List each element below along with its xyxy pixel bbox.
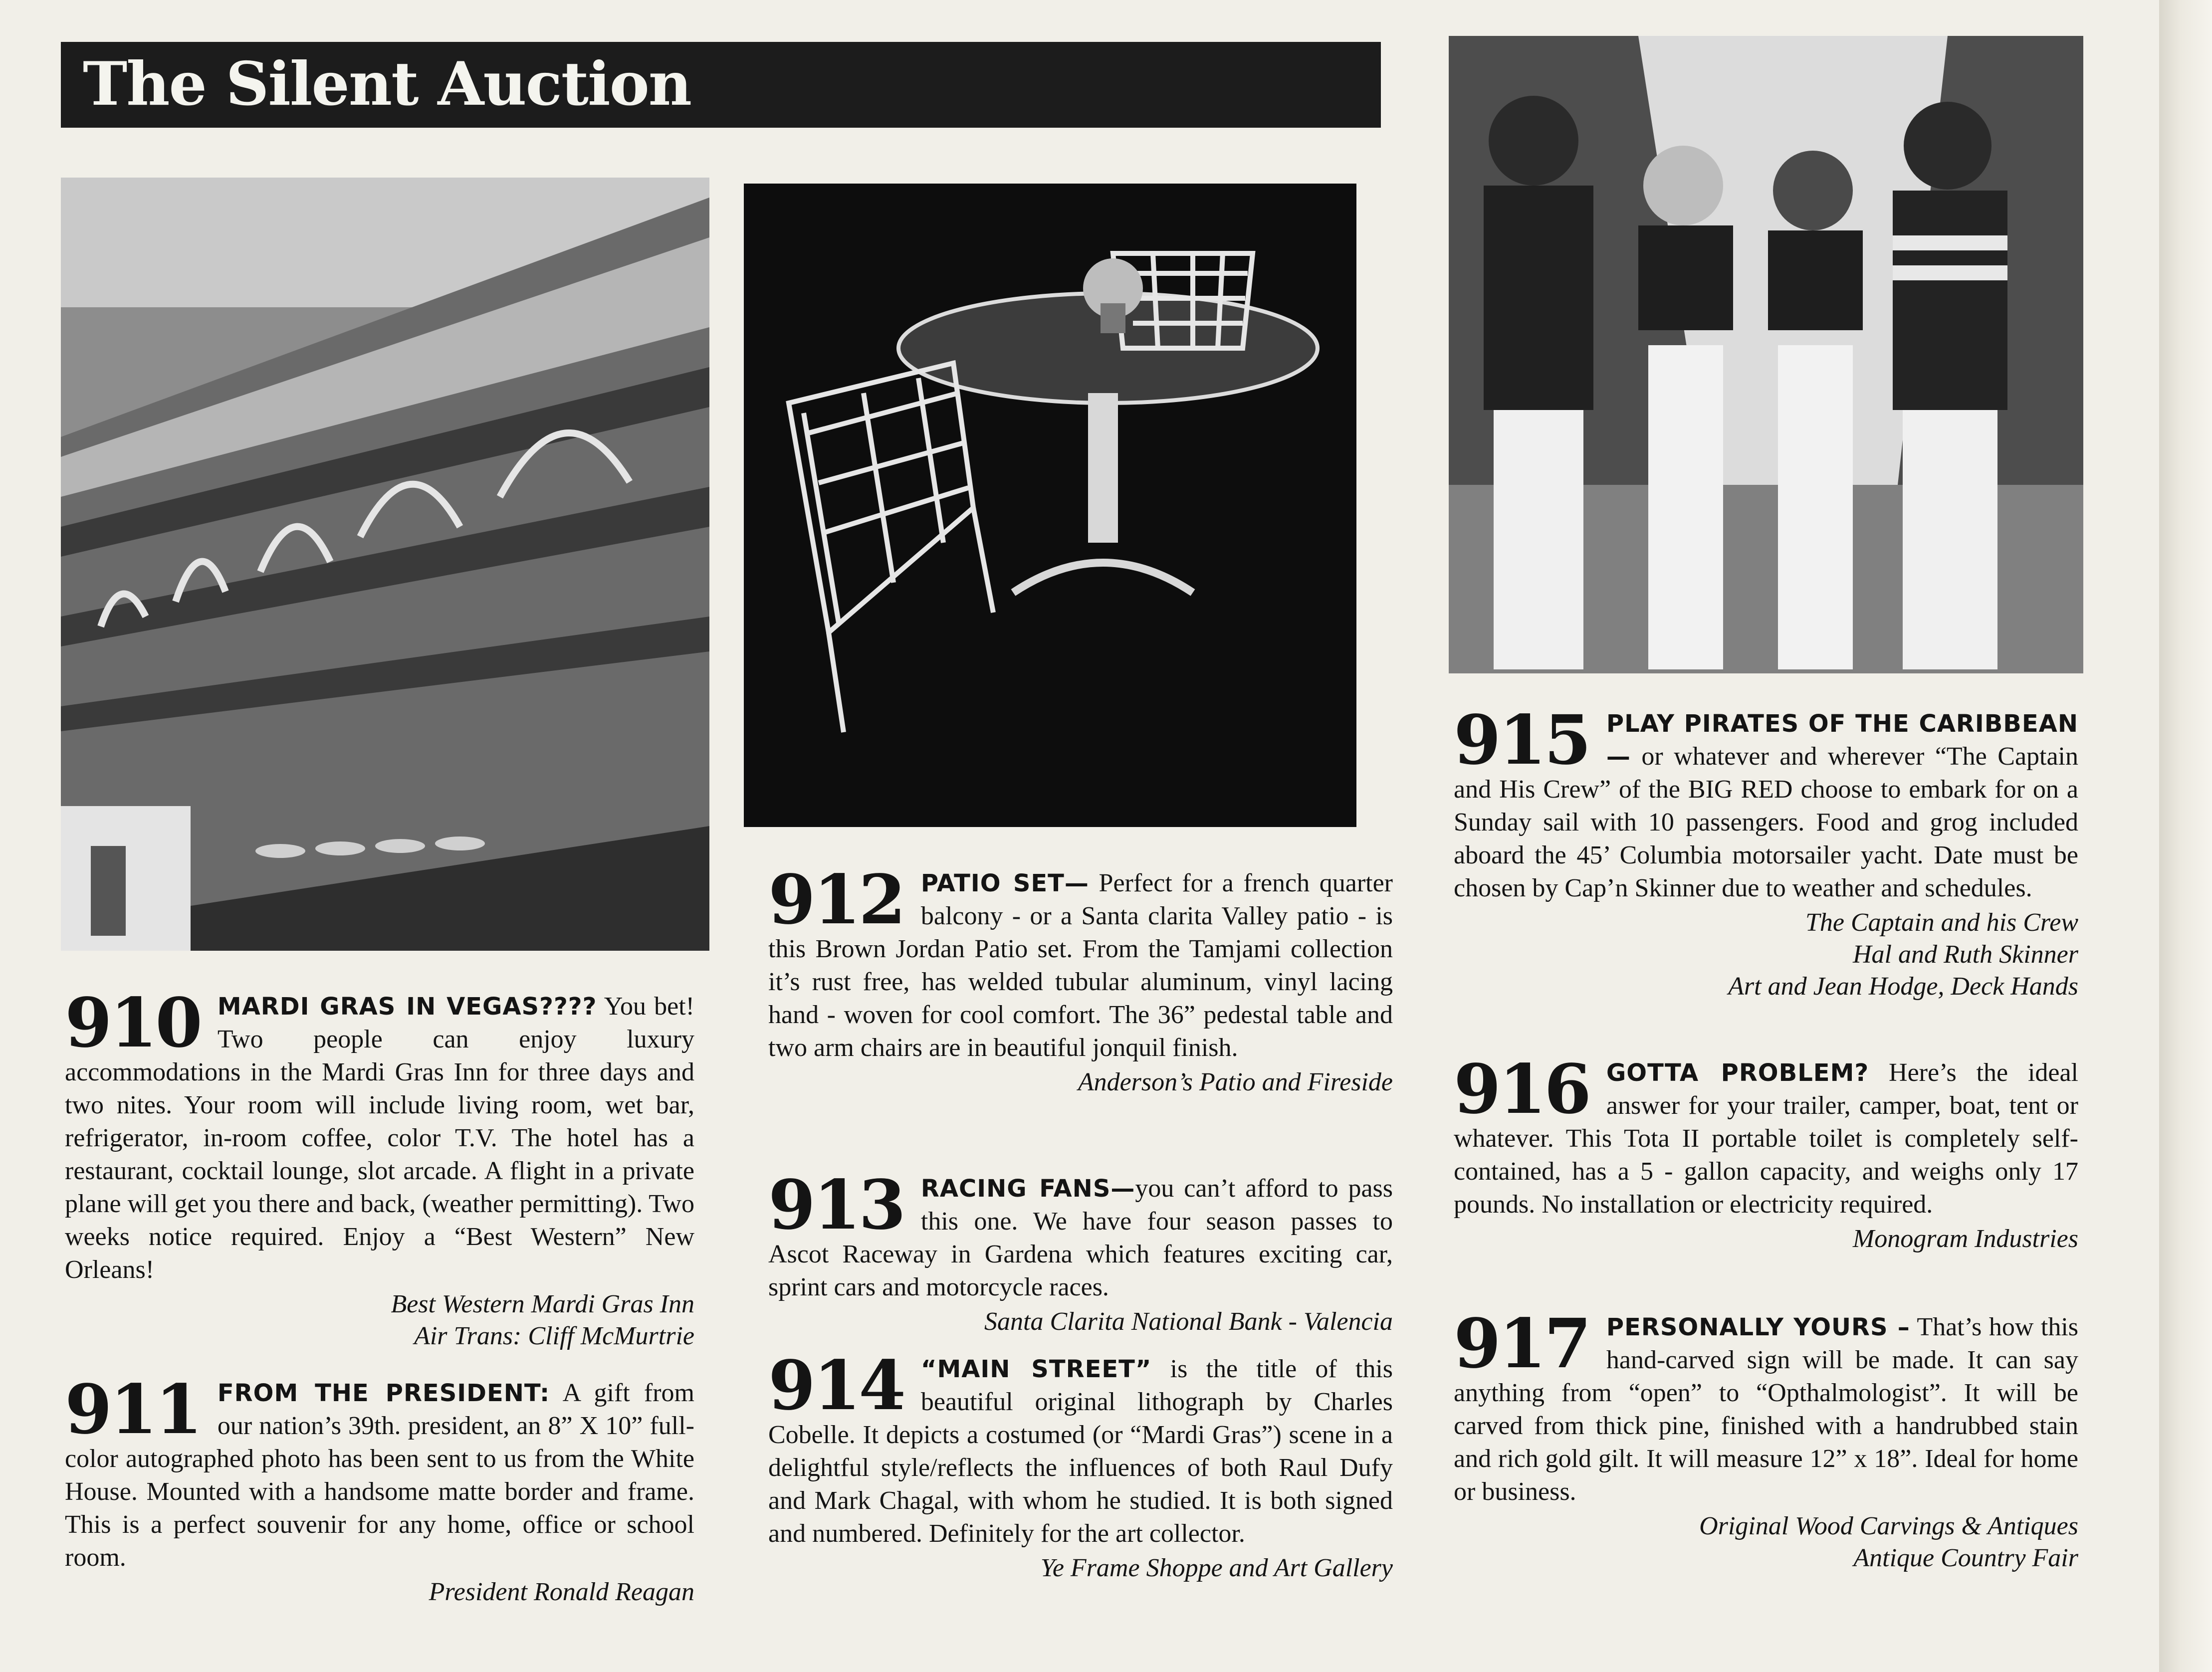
- item-description: Perfect for a french quarter balcony - or a Santa clarita Valley patio - is this Brown Jordan Patio set. From the Tamjami collection it’s rust free, has welded tubular aluminum, vinyl lacing hand - woven for cool comfort. The 36” pedestal table and two arm chairs are in beautiful jonquil finish.: [768, 869, 1393, 1062]
- item-credits: [768, 1066, 1393, 1098]
- lot-number: 914: [768, 1346, 904, 1426]
- item-title: PLAY PIRATES OF THE CARIBBEAN—: [1606, 710, 2078, 771]
- crew-photo: [1449, 36, 2083, 673]
- auction-item-915: [1454, 700, 2078, 1003]
- item-credits: [1454, 1223, 2078, 1255]
- auction-item-916: [1454, 1049, 2078, 1255]
- donor-name: Santa Clarita National Bank - Valencia: [984, 1307, 1393, 1336]
- donor-name: Anderson’s Patio and Fireside: [1078, 1068, 1393, 1096]
- lot-number: 911: [65, 1370, 201, 1450]
- page-title: The Silent Auction: [83, 49, 691, 119]
- auction-item-910: [65, 983, 694, 1352]
- auction-item-911: [65, 1370, 695, 1608]
- item-credits: [1454, 907, 2078, 1003]
- lot-number: 915: [1454, 700, 1589, 780]
- lot-number: 916: [1454, 1049, 1589, 1129]
- item-description: You bet! Two people can enjoy luxury accommodations in the Mardi Gras Inn for three days and two nites. Your room will include living room, wet bar, refrigerator, in-room coffee, color T.V. The hotel has a restaurant, cocktail lounge, slot arcade. A flight in a private plane will get you there and back, (weather permitting). Two weeks notice required. Enjoy a “Best Western” New Orleans!: [65, 992, 694, 1284]
- item-credits: [65, 1288, 694, 1352]
- item-credits: [1454, 1510, 2078, 1574]
- page-header: [61, 42, 1381, 128]
- donor-name: Best Western Mardi Gras Inn: [391, 1290, 694, 1318]
- donor-name: Ye Frame Shoppe and Art Gallery: [1040, 1554, 1393, 1582]
- item-description: Here’s the ideal answer for your trailer, camper, boat, tent or whatever. This Tota II portable toilet is completely self-contained, has a 5 - gallon capacity, and weighs only 17 pounds. No installation or electricity required.: [1454, 1058, 2078, 1219]
- donor-name: President Ronald Reagan: [429, 1578, 694, 1606]
- lot-number: 917: [1454, 1304, 1589, 1384]
- auction-item-913: [768, 1165, 1393, 1338]
- item-description: That’s how this hand-carved sign will be made. It can say anything from “open” to “Opthalmologist”. It will be carved from thick pine, finished with a handrubbed stain and rich gold gilt. It will measure 12” x 18”. Ideal for home or business.: [1454, 1313, 2079, 1506]
- donor-name: The Captain and his Crew: [1805, 908, 2078, 937]
- item-credits: [65, 1576, 694, 1608]
- item-description: you can’t afford to pass this one. We have four season passes to Ascot Raceway in Gardena which features exciting car, sprint cars and motorcycle races.: [768, 1174, 1393, 1301]
- donor-name: Art and Jean Hodge, Deck Hands: [1728, 972, 2078, 1001]
- patio-photo: [744, 184, 1356, 827]
- item-description: or whatever and wherever “The Captain and His Crew” of the BIG RED choose to embark for on a Sunday sail with 10 passengers. Food and grog included aboard the 45’ Columbia motorsailer yacht. Date must be chosen by Cap’n Skinner due to weather and schedules.: [1454, 742, 2078, 902]
- lot-number: 913: [768, 1165, 904, 1245]
- item-title: FROM THE PRESIDENT:: [217, 1379, 550, 1407]
- page-edge: [2159, 0, 2212, 1672]
- item-title: PERSONALLY YOURS –: [1606, 1313, 1910, 1341]
- item-title: MARDI GRAS IN VEGAS????: [217, 993, 597, 1021]
- auction-item-912: [768, 860, 1393, 1098]
- item-description: A gift from our nation’s 39th. president, an 8” X 10” full-color autographed photo has been sent to us from the White House. Mounted with a handsome matte border and frame. This is a perfect souvenir for any home, office or school room.: [65, 1379, 695, 1572]
- item-title: PATIO SET—: [920, 869, 1089, 897]
- donor-name: Air Trans: Cliff McMurtrie: [414, 1322, 694, 1350]
- donor-name: Original Wood Carvings & Antiques: [1699, 1512, 2078, 1540]
- donor-name: Hal and Ruth Skinner: [1852, 940, 2078, 969]
- item-description: is the title of this beautiful original lithograph by Charles Cobelle. It depicts a costumed (or “Mardi Gras”) scene in a delightful style/reflects the influences of both Raul Dufy and Mark Chagal, with whom he studied. It is both signed and numbered. Definitely for the art collector.: [768, 1355, 1393, 1548]
- item-title: GOTTA PROBLEM?: [1606, 1059, 1869, 1087]
- item-title: “MAIN STREET”: [920, 1355, 1152, 1383]
- lot-number: 912: [768, 860, 904, 940]
- hotel-photo: [61, 178, 709, 951]
- item-credits: [768, 1306, 1393, 1338]
- item-title: RACING FANS—: [920, 1175, 1135, 1203]
- auction-item-917: [1454, 1304, 2079, 1574]
- donor-name: Monogram Industries: [1852, 1225, 2078, 1253]
- lot-number: 910: [65, 983, 201, 1063]
- item-credits: [768, 1552, 1393, 1584]
- donor-name: Antique Country Fair: [1853, 1544, 2078, 1572]
- auction-item-914: [768, 1346, 1393, 1584]
